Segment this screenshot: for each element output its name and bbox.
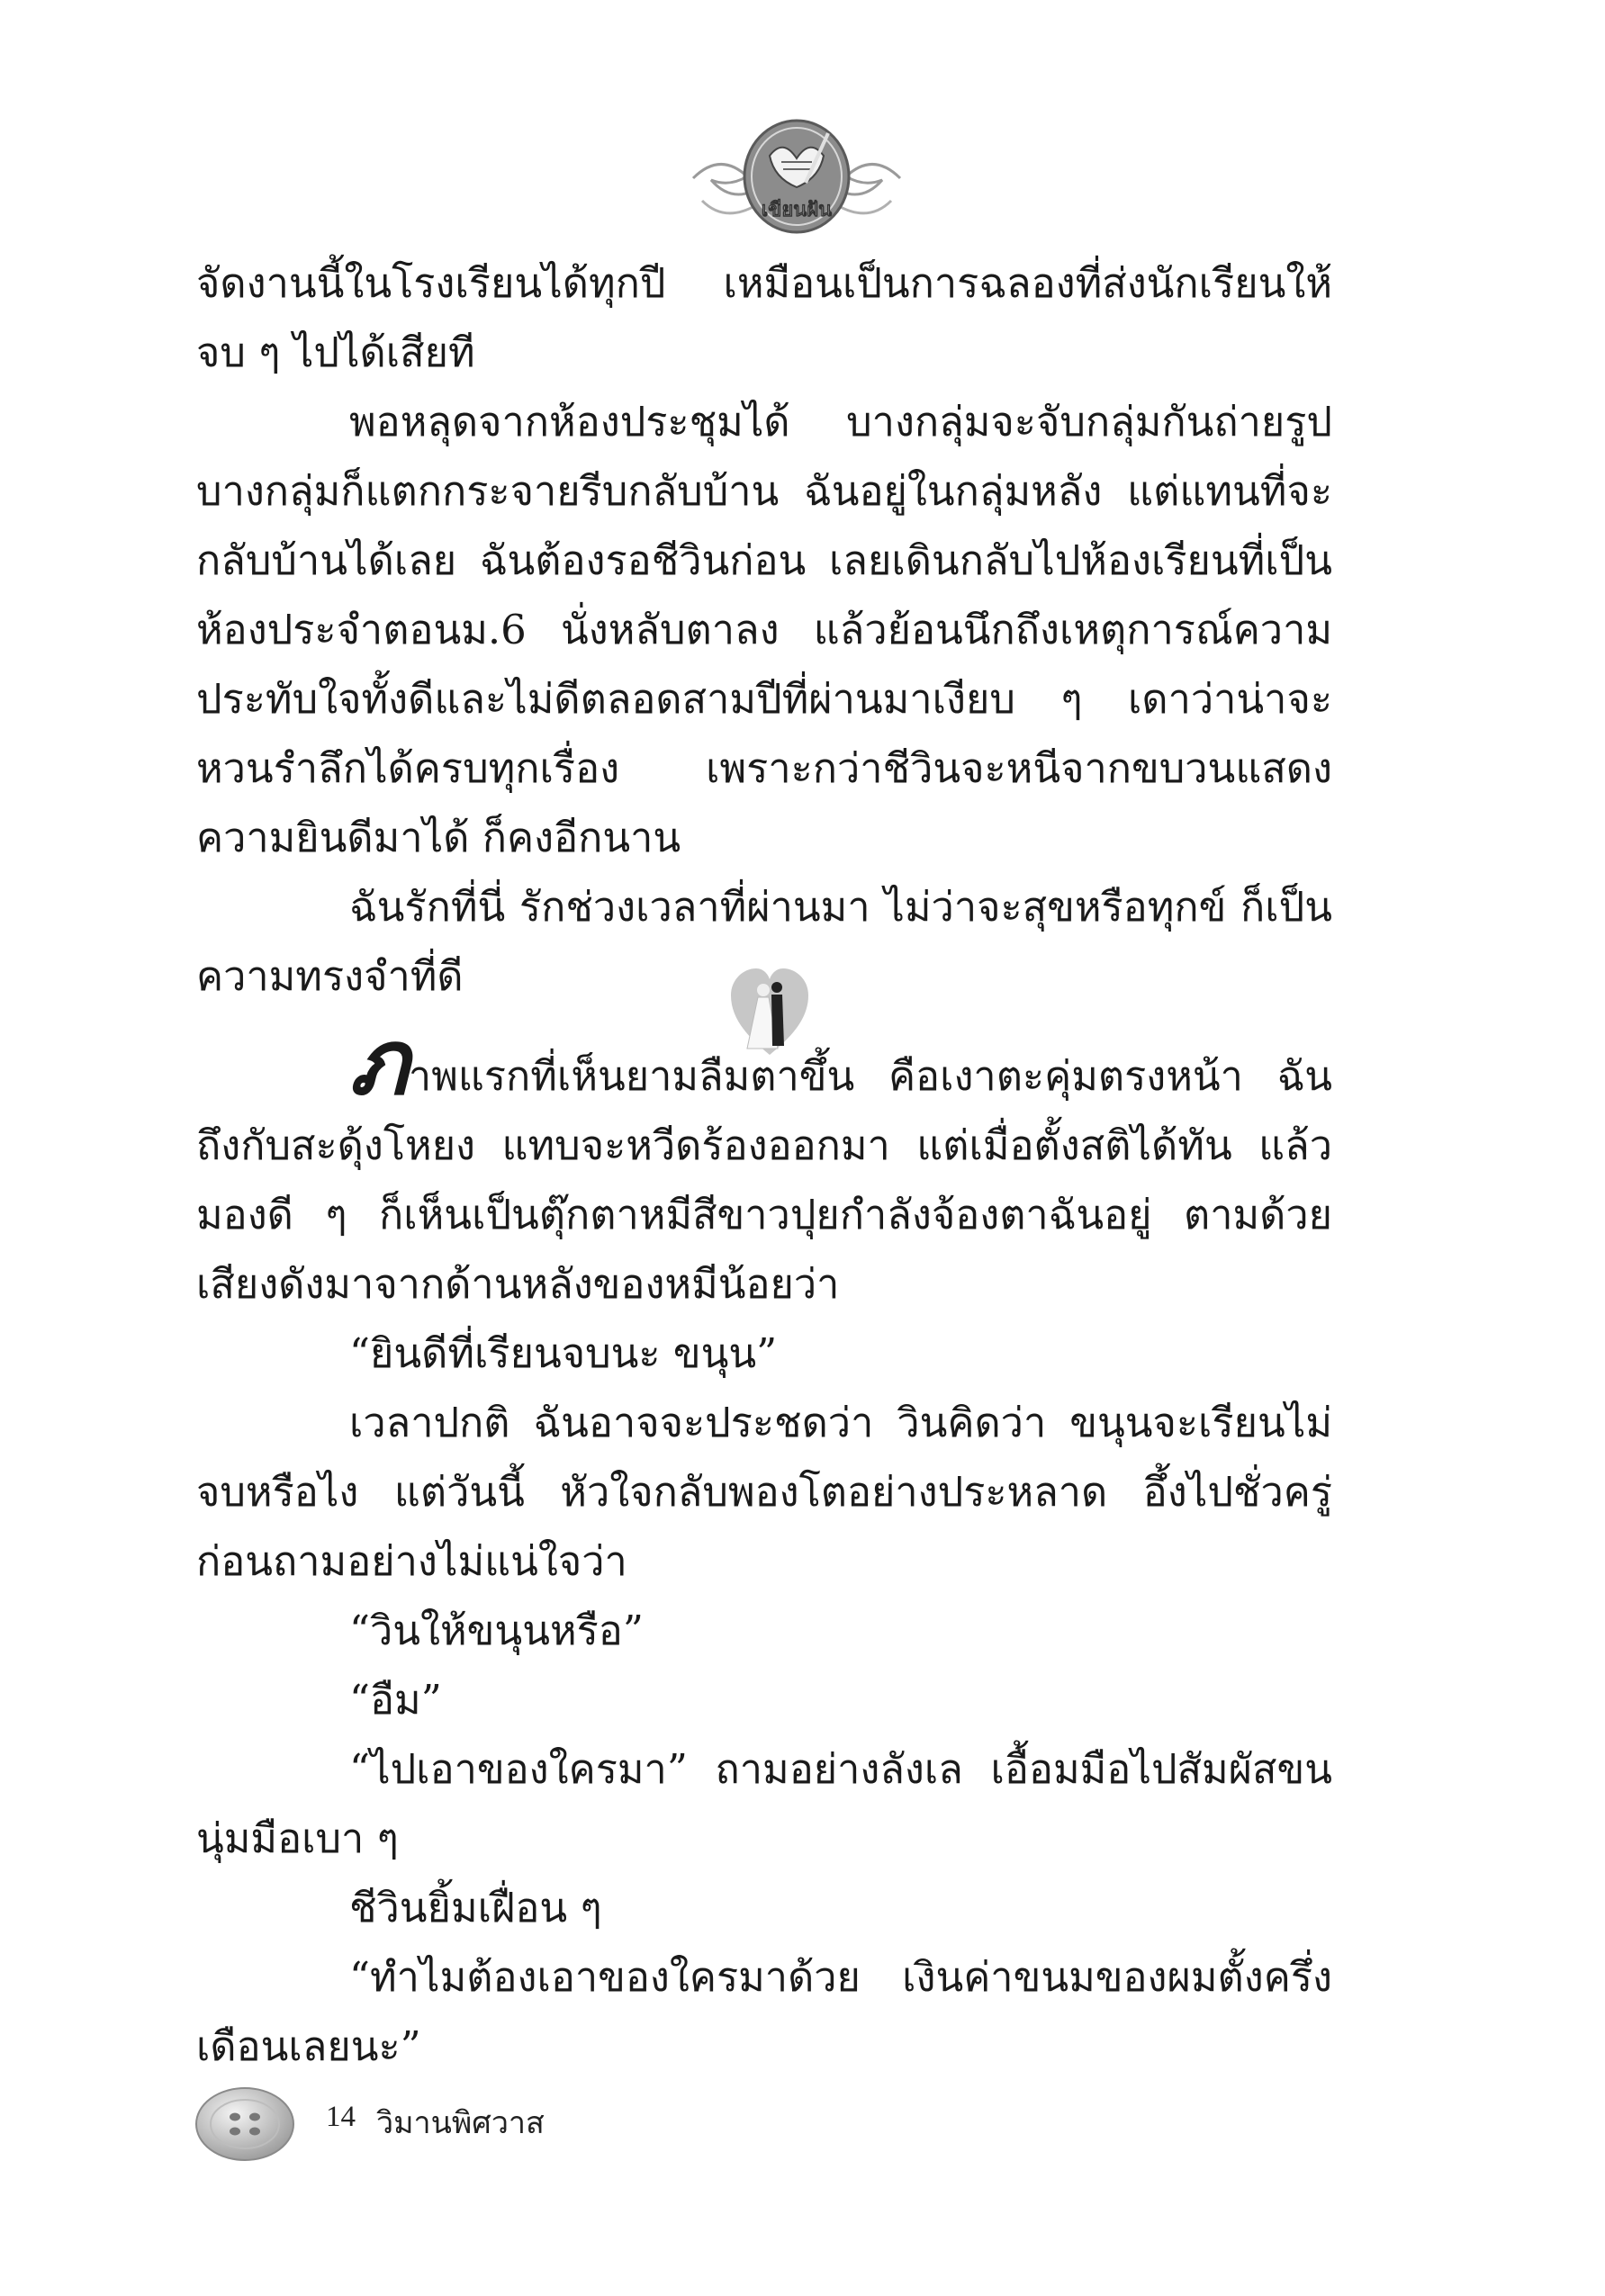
page-number: 14 <box>326 2101 356 2133</box>
drop-cap: ภ <box>349 1009 409 1115</box>
paragraph-first-sight <box>196 1009 1332 1319</box>
dialogue-for-me: “วินให้ขนุนหรือ” <box>349 1607 644 1654</box>
paragraph-first-sight-text: าพแรกที่เห็นยามลืมตาขึ้น คือเงาตะคุ่มตรงหน้า ฉันถึงกับสะดุ้งโหยง แทบจะหวีดร้องออกมา แต่เมื่อตั้งสติได้ทัน แล้วมองดี ๆ ก็เห็นเป็นตุ๊กตาหมีสีขาวปุยกำลังจ้องตาฉันอยู่ ตามด้วยเสียงดังมาจากด้านหลังของหมีน้อยว่า <box>196 1052 1332 1308</box>
paragraph-love-school: ฉันรักที่นี่ รักช่วงเวลาที่ผ่านมา ไม่ว่าจะสุขหรือทุกข์ ก็เป็นความทรงจำที่ดี <box>196 883 1332 1000</box>
dialogue-allowance: “ทำไมต้องเอาของใครมาด้วย เงินค่าขนมของผมตั้งครึ่งเดือนเลยนะ” <box>196 1953 1332 2070</box>
paragraph-whose: “ไปเอาของใครมา” ถามอย่างลังเล เอื้อมมือไปสัมผัสขนนุ่มมือเบา ๆ <box>196 1745 1332 1862</box>
paragraph-leaving-hall: พอหลุดจากห้องประชุมได้ บางกลุ่มจะจับกลุ่มกันถ่ายรูป บางกลุ่มก็แตกกระจายรีบกลับบ้าน ฉันอยู่ในกลุ่มหลัง แต่แทนที่จะกลับบ้านได้เลย ฉันต้องรอชีวินก่อน เลยเดินกลับไปห้องเรียนที่เป็นห้องประจำตอนม.6 นั่งหลับตาลง แล้วย้อนนึกถึงเหตุการณ์ความประทับใจทั้งดีและไม่ดีตลอดสามปีที่ผ่านมาเงียบ ๆ เดาว่าน่าจะหวนรำลึกได้ครบทุกเรื่อง เพราะกว่าชีวินจะหนีจากขบวนแสดงความยินดีมาได้ ก็คงอีกนาน <box>196 398 1332 861</box>
paragraph-sarcasm: เวลาปกติ ฉันอาจจะประชดว่า วินคิดว่า ขนุนจะเรียนไม่จบหรือไง แต่วันนี้ หัวใจกลับพองโตอย่างประหลาด อึ้งไปชั่วครู่ก่อนถามอย่างไม่แน่ใจว่า <box>196 1399 1332 1585</box>
emblem-text: เขียนฝัน <box>761 199 833 221</box>
paragraph-continuation: จัดงานนี้ในโรงเรียนได้ทุกปี เหมือนเป็นการฉลองที่ส่งนักเรียนให้จบ ๆ ไปได้เสียที <box>196 259 1332 376</box>
section-two <box>196 1009 1332 2081</box>
section-one <box>196 248 1332 1011</box>
paragraph-smile: ชีวินยิ้มเฝื่อน ๆ <box>349 1884 602 1931</box>
book-title: วิมานพิศวาส <box>376 2105 545 2141</box>
dialogue-congrats: “ยินดีที่เรียนจบนะ ขนุน” <box>349 1329 778 1377</box>
dialogue-yes: “อืม” <box>349 1676 442 1724</box>
button-icon <box>194 2086 297 2163</box>
ornament-emblem-icon <box>684 115 909 237</box>
